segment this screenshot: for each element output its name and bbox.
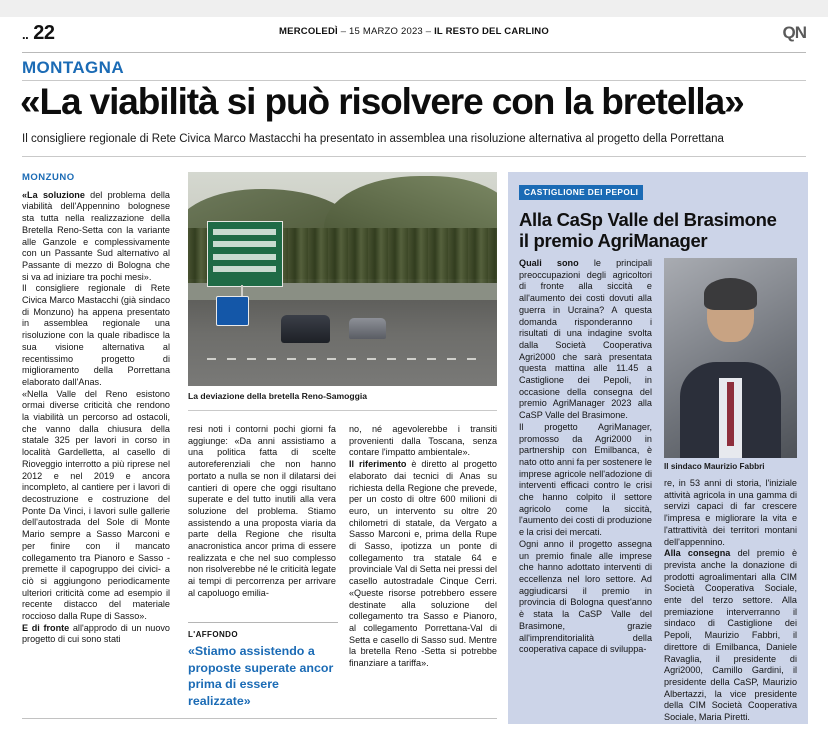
paragraph-body: del premio è prevista anche la donazione di prodotti agroalimentari alla CIM Società Cooperativa Sociale, ente del terzo settore. Alla premiazione interverranno il sindaco di Castiglione dei Pepoli, Maurizio Fabbri, il direttore di Emilbanca, Daniele Ravaglia, il presidente di Agri2000, Camillo Gardini, il presidente della CaSP, Maurizio Albertazzi, la vice presidente della CIM Società Cooperativa Sociale, Maria Piretti. [664,548,798,723]
article-column-1 [22,172,170,646]
photo-car-light [349,318,386,339]
sign-line [213,229,275,235]
pullquote [188,630,338,709]
article-paragraph: «Nella Valle del Reno esistono ormai diverse criticità che rendono la viabilità un percorso ad ostacoli, che vanno dalla chiusura della statale 325 per lavori in corso in località Gardelletta, al casello di Rioveggio interrotto a più riprese nel 2012 e nel 2019 e ancora incompleto, al cantiere per i lavori di decostruzione e costruzione del Ponte Da Vinci, i lavori sulle gallerie dell'autostrada del Sole di Monte Mario sempre a Sasso Marconi e per finire con il mancato collegamento tra Pianoro e Sasso -premette il capogruppo dei civici- a ciò si aggiungono periodicamente ulteriori criticità come ad esempio il recente distacco del materiale roccioso dalla Rupe di Sasso». [22,388,170,622]
sidebar-photo-caption: Il sindaco Maurizio Fabbri [664,462,765,471]
article-photo-wrap [188,172,497,386]
pullquote-rule [188,622,338,623]
sidebar-kicker: CASTIGLIONE DEI PEPOLI [519,185,643,200]
photo-road-sign [207,221,283,287]
paragraph-lead: E di fronte [22,622,70,633]
paragraph-lead: Quali sono [519,258,579,268]
article-paragraph: resi noti i contorni pochi giorni fa aggiunge: «Da anni assistiamo a una politica fatta di scelte autoreferenziali che non hanno portato a nulla se non il dilatarsi dei cantieri di opere che oggi risultano superate e del tutto inutili alla vera soluzione del problema. Stiamo assistendo a una proposta viaria da parte della Regione che risulta anacronistica ancor prima di essere realizzata e che nel suo complesso non risolverebbe né le criticità legate ai tempi di percorrenza per arrivare al capoluogo emilia- [188,424,336,598]
sidebar-paragraph [664,548,797,724]
sign-line [213,241,275,247]
photo-caption-rule [188,410,497,411]
paragraph-lead: «La soluzione [22,189,85,200]
headline-rule [22,156,806,157]
photo-tie [727,382,734,446]
page-top-strip [0,0,828,17]
article-paragraph [349,459,497,670]
paragraph-lead: Alla consegna [664,548,731,559]
pullquote-label: L'AFFONDO [188,630,238,639]
article-kicker: MONZUNO [22,172,75,183]
qn-logo: QN [782,23,806,42]
article-column-3 [349,424,497,670]
sign-line [213,254,275,260]
sidebar-title-line-1: Alla CaSp Valle del Brasimone [519,209,777,230]
masthead-sep-2: – [425,26,432,37]
sidebar-paragraph: re, in 53 anni di storia, l'iniziale attività agricola in una gamma di servizi capaci di far crescere l'impresa e migliorare la vita e l'attrattività dei territori montani dell'appennino. [664,478,797,547]
section-kicker: MONTAGNA [22,58,125,77]
masthead-paper-name: IL RESTO DEL CARLINO [434,26,549,37]
photo-hair [704,278,757,310]
photo-car-dark [281,315,330,343]
masthead-sep-1: – [340,26,347,37]
paragraph-body: le principali preoccupazioni degli agricoltori di fronte alla siccità e all'aumento dei costi dovuti alla guerra in Ucraina? A questa domanda risponderanno i risultati di una indagine svolta dalla Società Cooperativa Agri2000 che sarà presentata questa mattina alle 11.45 a Castiglione dei Pepoli, in occasione della consegna del premio AgriManager 2023 alla CaSP Valle del Brasimone. [519,258,652,421]
sidebar-title [519,209,797,251]
sidebar-column-left [519,258,652,656]
photo-blue-sign [216,296,249,326]
masthead-date: 15 MARZO 2023 [349,26,423,37]
article-paragraph [22,623,170,646]
article-column-2 [188,424,336,600]
article-photo [188,172,497,386]
paragraph-lead: Il riferimento [349,459,407,470]
page-title: «La viabilità si può risolvere con la bretella» [20,81,744,122]
sidebar-paragraph: Il progetto AgriManager, promosso da Agri2000 in partnership con Emilbanca, è nato otto anni fa per sostenere le imprese agricole nell'adozione di interventi efficaci contro le crisi che hanno colpito il settore agricolo come la siccità, l'aumento dei costi di produzione e la crisi dei mercati. [519,421,652,538]
sidebar-column-right [664,478,797,724]
folio-number: 22 [33,22,55,44]
sign-line [213,266,275,272]
masthead-rule [22,52,806,53]
masthead-day: MERCOLEDÌ [279,26,338,37]
sidebar-paragraph [519,258,652,422]
paragraph-body: del problema della viabilità dell'Appennino bolognese sta tutta nella realizzazione della Bretella Reno-Setta con la variante alle Ganzole e complessivamente con un Passante Sud alternativo al Passante di mezzo di Bologna che si va ad iniziare tra pochi mesi». [22,189,170,282]
photo-road-marking [207,358,479,360]
sidebar-paragraph: Ogni anno il progetto assegna un premio finale alle imprese che hanno adottato interventi di eccellenza nel loro settore. Ad aggiudicarsi il premio in provincia di Bologna quest'anno è stata la CaSP Valle del Brasimone, grazie all'imprenditorialità della cooperativa capace di sviluppa- [519,538,652,655]
sidebar-title-line-2: il premio AgriManager [519,230,708,251]
sidebar-photo [664,258,797,458]
sidebar-article-box [508,172,808,724]
paragraph-body: è diretto al progetto elaborato dai tecnici di Anas su richiesta della Regione che prevede, per un costo di oltre 600 milioni di euro, un intervento su oltre 20 chilometri di statale, da Vergato a Sasso Marconi e, prima della Rupe di Sasso, ipotizza un ponte di collegamento tra statale 64 e provinciale Val di Setta nei pressi del casello autostradale Cinque Cerri. «Queste risorse potrebbero essere destinate alla soluzione del collegamento tra Sasso e Pianoro, al collegamento Porrettana-Val di Setta e casello di Sasso sud. Mentre la bretella Reno -Setta si potrebbe finanziare a tariffa». [349,459,497,669]
paragraph-body: all'approdo di un nuovo progetto di cui sono stati [22,622,170,645]
article-paragraph [22,190,170,284]
masthead-center-line [22,26,806,37]
page-bottom-rule [22,718,497,719]
article-paragraph: Il consigliere regionale di Rete Civica Marco Mastacchi (già sindaco di Monzuno) ha appena presentato in assemblea regionale una risoluzione con la quale ribadisce la sua visione alternativa al recentissimo progetto di miglioramento della Porrettana elaborato dall'Anas. [22,283,170,387]
photo-caption: La deviazione della bretella Reno-Samoggia [188,391,368,401]
headline-subtitle: Il consigliere regionale di Rete Civica Marco Mastacchi ha presentato in assemblea una risoluzione alternativa al progetto della Porrettana [22,133,724,145]
folio-dots: .. [22,27,29,42]
masthead [22,22,806,48]
pullquote-text: «Stiamo assistendo a proposte superate ancor prima di essere realizzate» [188,644,334,708]
article-paragraph: no, né agevolerebbe i transiti provenienti dalla Toscana, senza contare l'impatto ambientale». [349,424,497,458]
